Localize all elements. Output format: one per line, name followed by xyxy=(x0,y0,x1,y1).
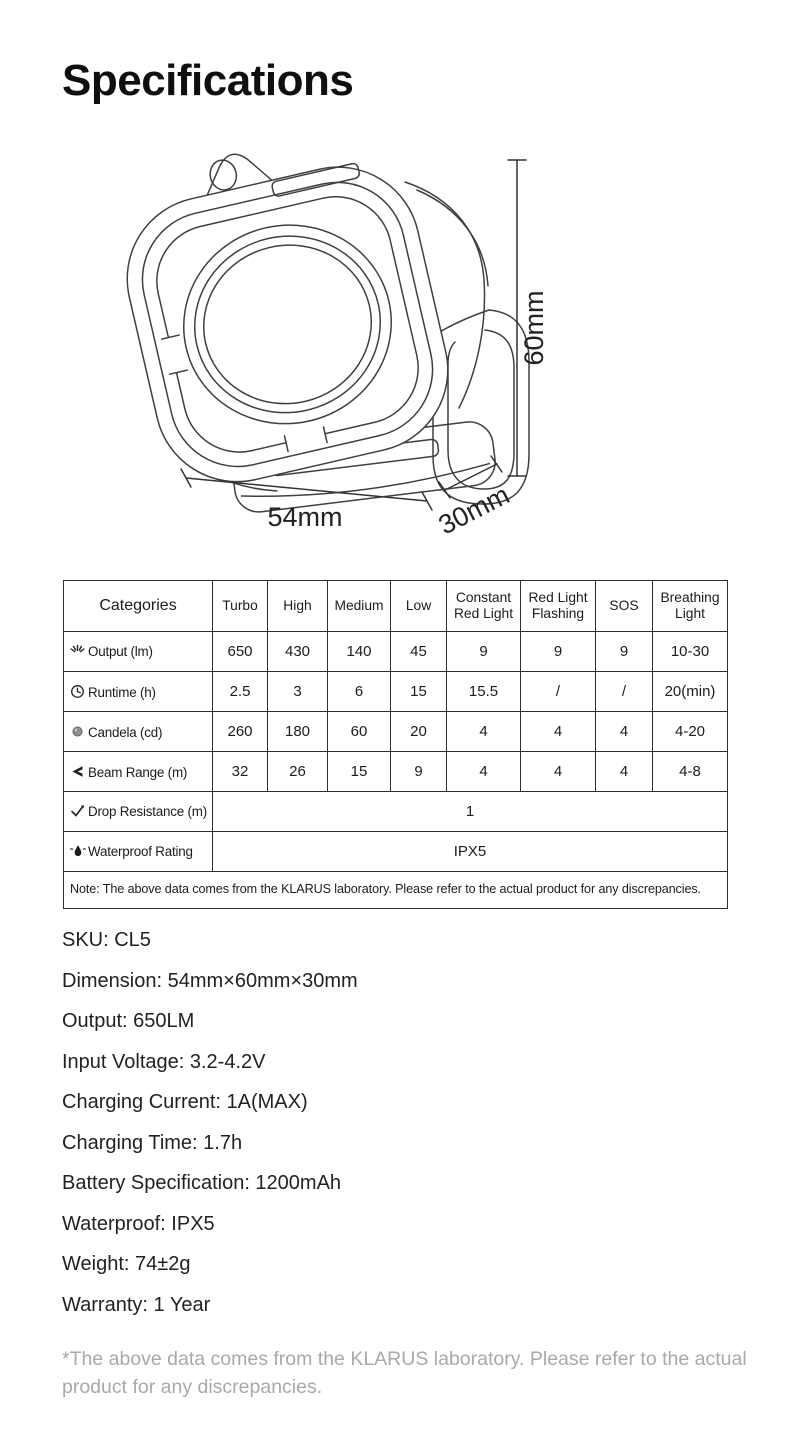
table-cell: 15.5 xyxy=(447,672,521,712)
table-cell: 1 xyxy=(213,792,728,832)
water-drop-icon xyxy=(70,844,88,858)
table-row-runtime xyxy=(64,672,728,712)
table-cell: 180 xyxy=(268,712,328,752)
table-cell: 6 xyxy=(328,672,391,712)
table-row-candela xyxy=(64,712,728,752)
spec-list xyxy=(62,920,358,1325)
table-cell: 60 xyxy=(328,712,391,752)
glow-sphere-icon xyxy=(70,724,88,739)
table-row-waterproof-rating xyxy=(64,832,728,872)
column-header-categories: Categories xyxy=(64,581,213,632)
table-row-beam-range xyxy=(64,752,728,792)
check-arrow-icon xyxy=(70,804,88,818)
table-note: Note: The above data comes from the KLARUS laboratory. Please refer to the actual product for any discrepancies. xyxy=(64,872,728,909)
table-cell: 260 xyxy=(213,712,268,752)
table-cell: 9 xyxy=(521,632,596,672)
page-title: Specifications xyxy=(62,56,354,105)
table-cell: 4 xyxy=(596,752,653,792)
table-cell: 9 xyxy=(447,632,521,672)
spec-item-output: Output: 650LM xyxy=(62,1010,195,1032)
dimension-depth-label: 30mm xyxy=(433,479,515,541)
column-header-red-light-flashing: Red Light Flashing xyxy=(521,581,596,632)
table-cell: 4 xyxy=(596,712,653,752)
table-cell: 4 xyxy=(521,712,596,752)
table-cell: / xyxy=(596,672,653,712)
dimension-width-label: 54mm xyxy=(267,502,343,532)
row-label: Output (lm) xyxy=(88,644,153,659)
table-cell: 4-20 xyxy=(653,712,728,752)
column-header-high: High xyxy=(268,581,328,632)
spec-table xyxy=(63,580,728,909)
dimension-height-label: 60mm xyxy=(519,290,549,366)
table-cell: 45 xyxy=(391,632,447,672)
spec-item-weight: Weight: 74±2g xyxy=(62,1253,191,1275)
column-header-sos: SOS xyxy=(596,581,653,632)
beam-chevron-icon xyxy=(70,764,88,779)
table-cell: 20(min) xyxy=(653,672,728,712)
table-row-drop-resistance xyxy=(64,792,728,832)
column-header-low: Low xyxy=(391,581,447,632)
row-label: Runtime (h) xyxy=(88,684,156,700)
table-cell: 140 xyxy=(328,632,391,672)
table-cell: 32 xyxy=(213,752,268,792)
spec-item-dimension: Dimension: 54mm×60mm×30mm xyxy=(62,969,358,992)
column-header-breathing-light: Breathing Light xyxy=(653,581,728,632)
table-header-row xyxy=(64,581,728,632)
column-header-medium: Medium xyxy=(328,581,391,632)
table-cell: 15 xyxy=(328,752,391,792)
column-header-turbo: Turbo xyxy=(213,581,268,632)
table-cell: 26 xyxy=(268,752,328,792)
table-cell: 9 xyxy=(391,752,447,792)
table-cell: 4-8 xyxy=(653,752,728,792)
spec-item-input-voltage: Input Voltage: 3.2-4.2V xyxy=(62,1050,266,1073)
table-cell: 15 xyxy=(391,672,447,712)
row-label: Waterproof Rating xyxy=(88,844,193,859)
table-cell: 9 xyxy=(596,632,653,672)
spec-item-charging-current: Charging Current: 1A(MAX) xyxy=(62,1091,308,1113)
light-rays-icon xyxy=(70,644,88,658)
footer-note: *The above data comes from the KLARUS laboratory. Please refer to the actual product for any discrepancies. xyxy=(62,1348,747,1398)
table-cell: / xyxy=(521,672,596,712)
table-cell: 2.5 xyxy=(213,672,268,712)
spec-item-waterproof: Waterproof: IPX5 xyxy=(62,1212,215,1235)
spec-item-battery: Battery Specification: 1200mAh xyxy=(62,1172,342,1194)
column-header-constant-red-light: Constant Red Light xyxy=(447,581,521,632)
table-cell: 4 xyxy=(521,752,596,792)
table-cell: IPX5 xyxy=(213,832,728,872)
table-cell: 20 xyxy=(391,712,447,752)
spec-item-charging-time: Charging Time: 1.7h xyxy=(62,1131,243,1154)
clock-icon xyxy=(70,684,88,699)
row-label: Drop Resistance (m) xyxy=(88,804,207,819)
spec-item-warranty: Warranty: 1 Year xyxy=(62,1293,211,1316)
spec-item-sku: SKU: CL5 xyxy=(62,929,151,951)
table-cell: 4 xyxy=(447,712,521,752)
table-cell: 430 xyxy=(268,632,328,672)
row-label: Beam Range (m) xyxy=(88,764,188,780)
table-note-row xyxy=(64,872,728,909)
row-label: Candela (cd) xyxy=(88,724,163,740)
product-line-drawing xyxy=(105,138,575,558)
table-cell: 10-30 xyxy=(653,632,728,672)
table-cell: 4 xyxy=(447,752,521,792)
product-diagram xyxy=(105,138,575,558)
table-row-output xyxy=(64,632,728,672)
table-cell: 650 xyxy=(213,632,268,672)
table-cell: 3 xyxy=(268,672,328,712)
